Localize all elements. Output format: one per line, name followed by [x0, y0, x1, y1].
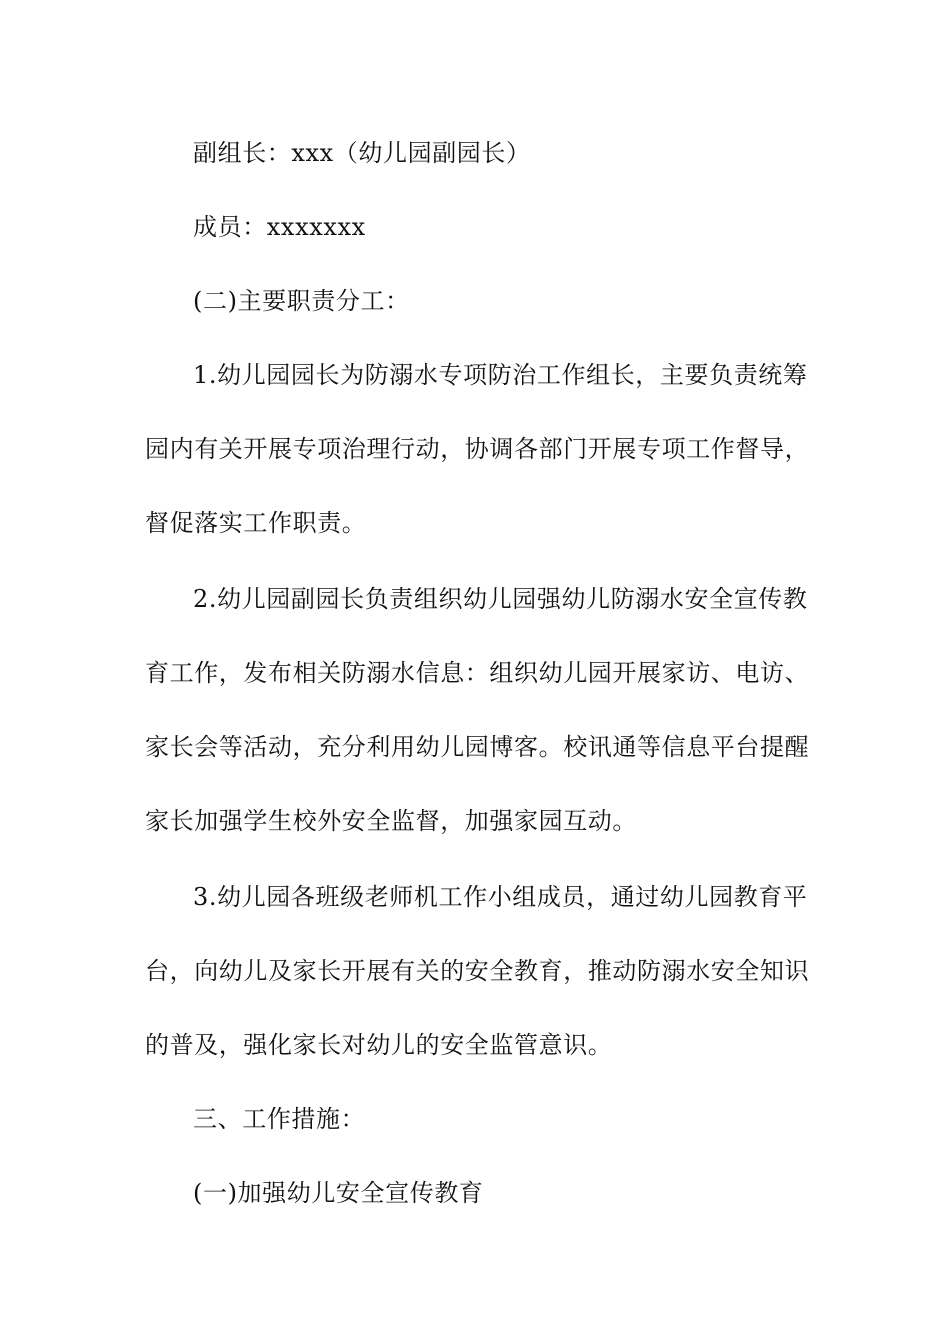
subsection-heading-education: (一)加强幼儿安全宣传教育 [193, 1179, 484, 1207]
paragraph-line: 督促落实工作职责。 [145, 509, 367, 537]
paragraph-line: 的普及，强化家长对幼儿的安全监管意识。 [145, 1031, 613, 1059]
paragraph-line: 3.幼儿园各班级老师机工作小组成员，通过幼儿园教育平 [193, 883, 808, 911]
paragraph-line: 2.幼儿园副园长负责组织幼儿园强幼儿防溺水安全宣传教 [193, 585, 808, 613]
paragraph-line: 家长会等活动，充分利用幼儿园博客。校讯通等信息平台提醒 [145, 733, 810, 761]
section-heading-responsibilities: (二)主要职责分工： [193, 287, 410, 315]
section-heading-measures: 三、工作措施： [193, 1105, 366, 1133]
deputy-leader-line: 副组长：xxx（幼儿园副园长） [193, 139, 531, 167]
paragraph-line: 台，向幼儿及家长开展有关的安全教育，推动防溺水安全知识 [145, 957, 810, 985]
paragraph-line: 家长加强学生校外安全监督，加强家园互动。 [145, 807, 637, 835]
paragraph-line: 园内有关开展专项治理行动，协调各部门开展专项工作督导， [145, 435, 810, 463]
paragraph-line: 育工作，发布相关防溺水信息：组织幼儿园开展家访、电访、 [145, 659, 810, 687]
paragraph-line: 1.幼儿园园长为防溺水专项防治工作组长，主要负责统筹 [193, 361, 808, 389]
members-line: 成员：xxxxxxx [193, 213, 366, 241]
